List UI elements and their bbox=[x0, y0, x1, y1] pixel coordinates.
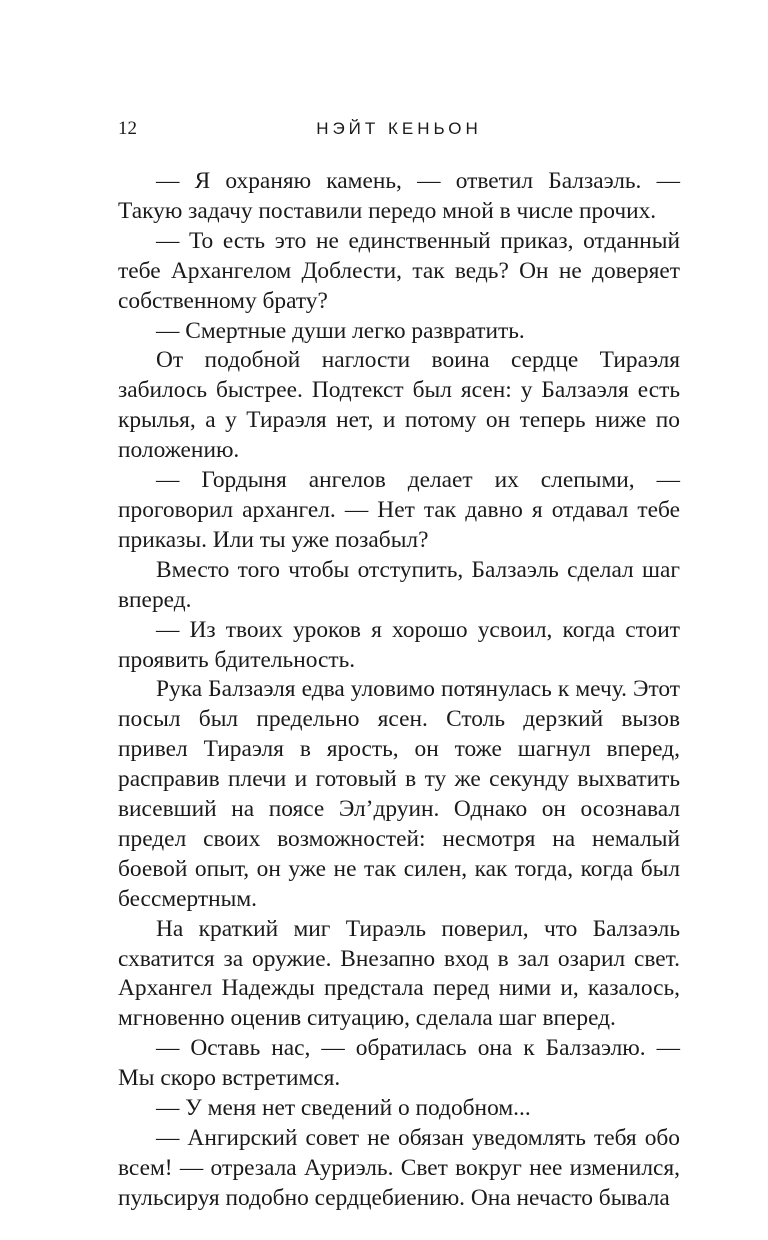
paragraph: Вместо того чтобы отступить, Балзаэль сделал шаг вперед. bbox=[118, 556, 680, 613]
paragraph: — Я охраняю камень, — ответил Балзаэль. — Такую задачу поставили передо мной в числе прочих. bbox=[118, 168, 680, 224]
page-number: 12 bbox=[118, 118, 137, 139]
paragraph: — Ангирский совет не обязан уведомлять тебя обо всем! — отрезала Ауриэль. Свет вокруг нее изменился, пульсируя подобно сердцебиению. Она нечасто бывала bbox=[118, 1125, 680, 1211]
body-text bbox=[118, 167, 680, 1214]
paragraph: — У меня нет сведений о подобном... bbox=[156, 1095, 531, 1122]
running-head bbox=[118, 117, 680, 141]
paragraph: — Оставь нас, — обратилась она к Балзаэлю. — Мы скоро встретимся. bbox=[118, 1035, 680, 1092]
paragraph: — Из твоих уроков я хорошо усвоил, когда стоит проявить бдительность. bbox=[118, 616, 680, 673]
book-author: НЭЙТ КЕНЬОН bbox=[316, 119, 482, 138]
paragraph: Рука Балзаэля едва уловимо потянулась к мечу. Этот посыл был предельно ясен. Столь дерзкий вызов привел Тираэля в ярость, он тоже шагнул вперед, расправив плечи и готовый в ту же секунду выхватить висевший на поясе Эл’друин. Однако он осознавал предел своих возможностей: несмотря на немалый боевой опыт, он уже не так силен, как тогда, когда был бессмертным. bbox=[118, 676, 680, 912]
paragraph: — Гордыня ангелов делает их слепыми, — проговорил архангел. — Нет так давно я отдавал тебе приказы. Или ты уже позабыл? bbox=[118, 467, 680, 553]
paragraph: — Смертные души легко развратить. bbox=[156, 317, 525, 344]
paragraph: — То есть это не единственный приказ, отданный тебе Архангелом Доблести, так ведь? Он не доверяет собственному брату? bbox=[118, 227, 680, 314]
paragraph: От подобной наглости воина сердце Тираэля забилось быстрее. Подтекст был ясен: у Балзаэля есть крылья, а у Тираэля нет, и потому он теперь ниже по положению. bbox=[118, 347, 680, 464]
paragraph: На краткий миг Тираэль поверил, что Балзаэль схватится за оружие. Внезапно вход в зал озарил свет. Архангел Надежды предстала перед ними и, казалось, мгновенно оценив ситуацию, сделала шаг вперед. bbox=[118, 915, 680, 1032]
